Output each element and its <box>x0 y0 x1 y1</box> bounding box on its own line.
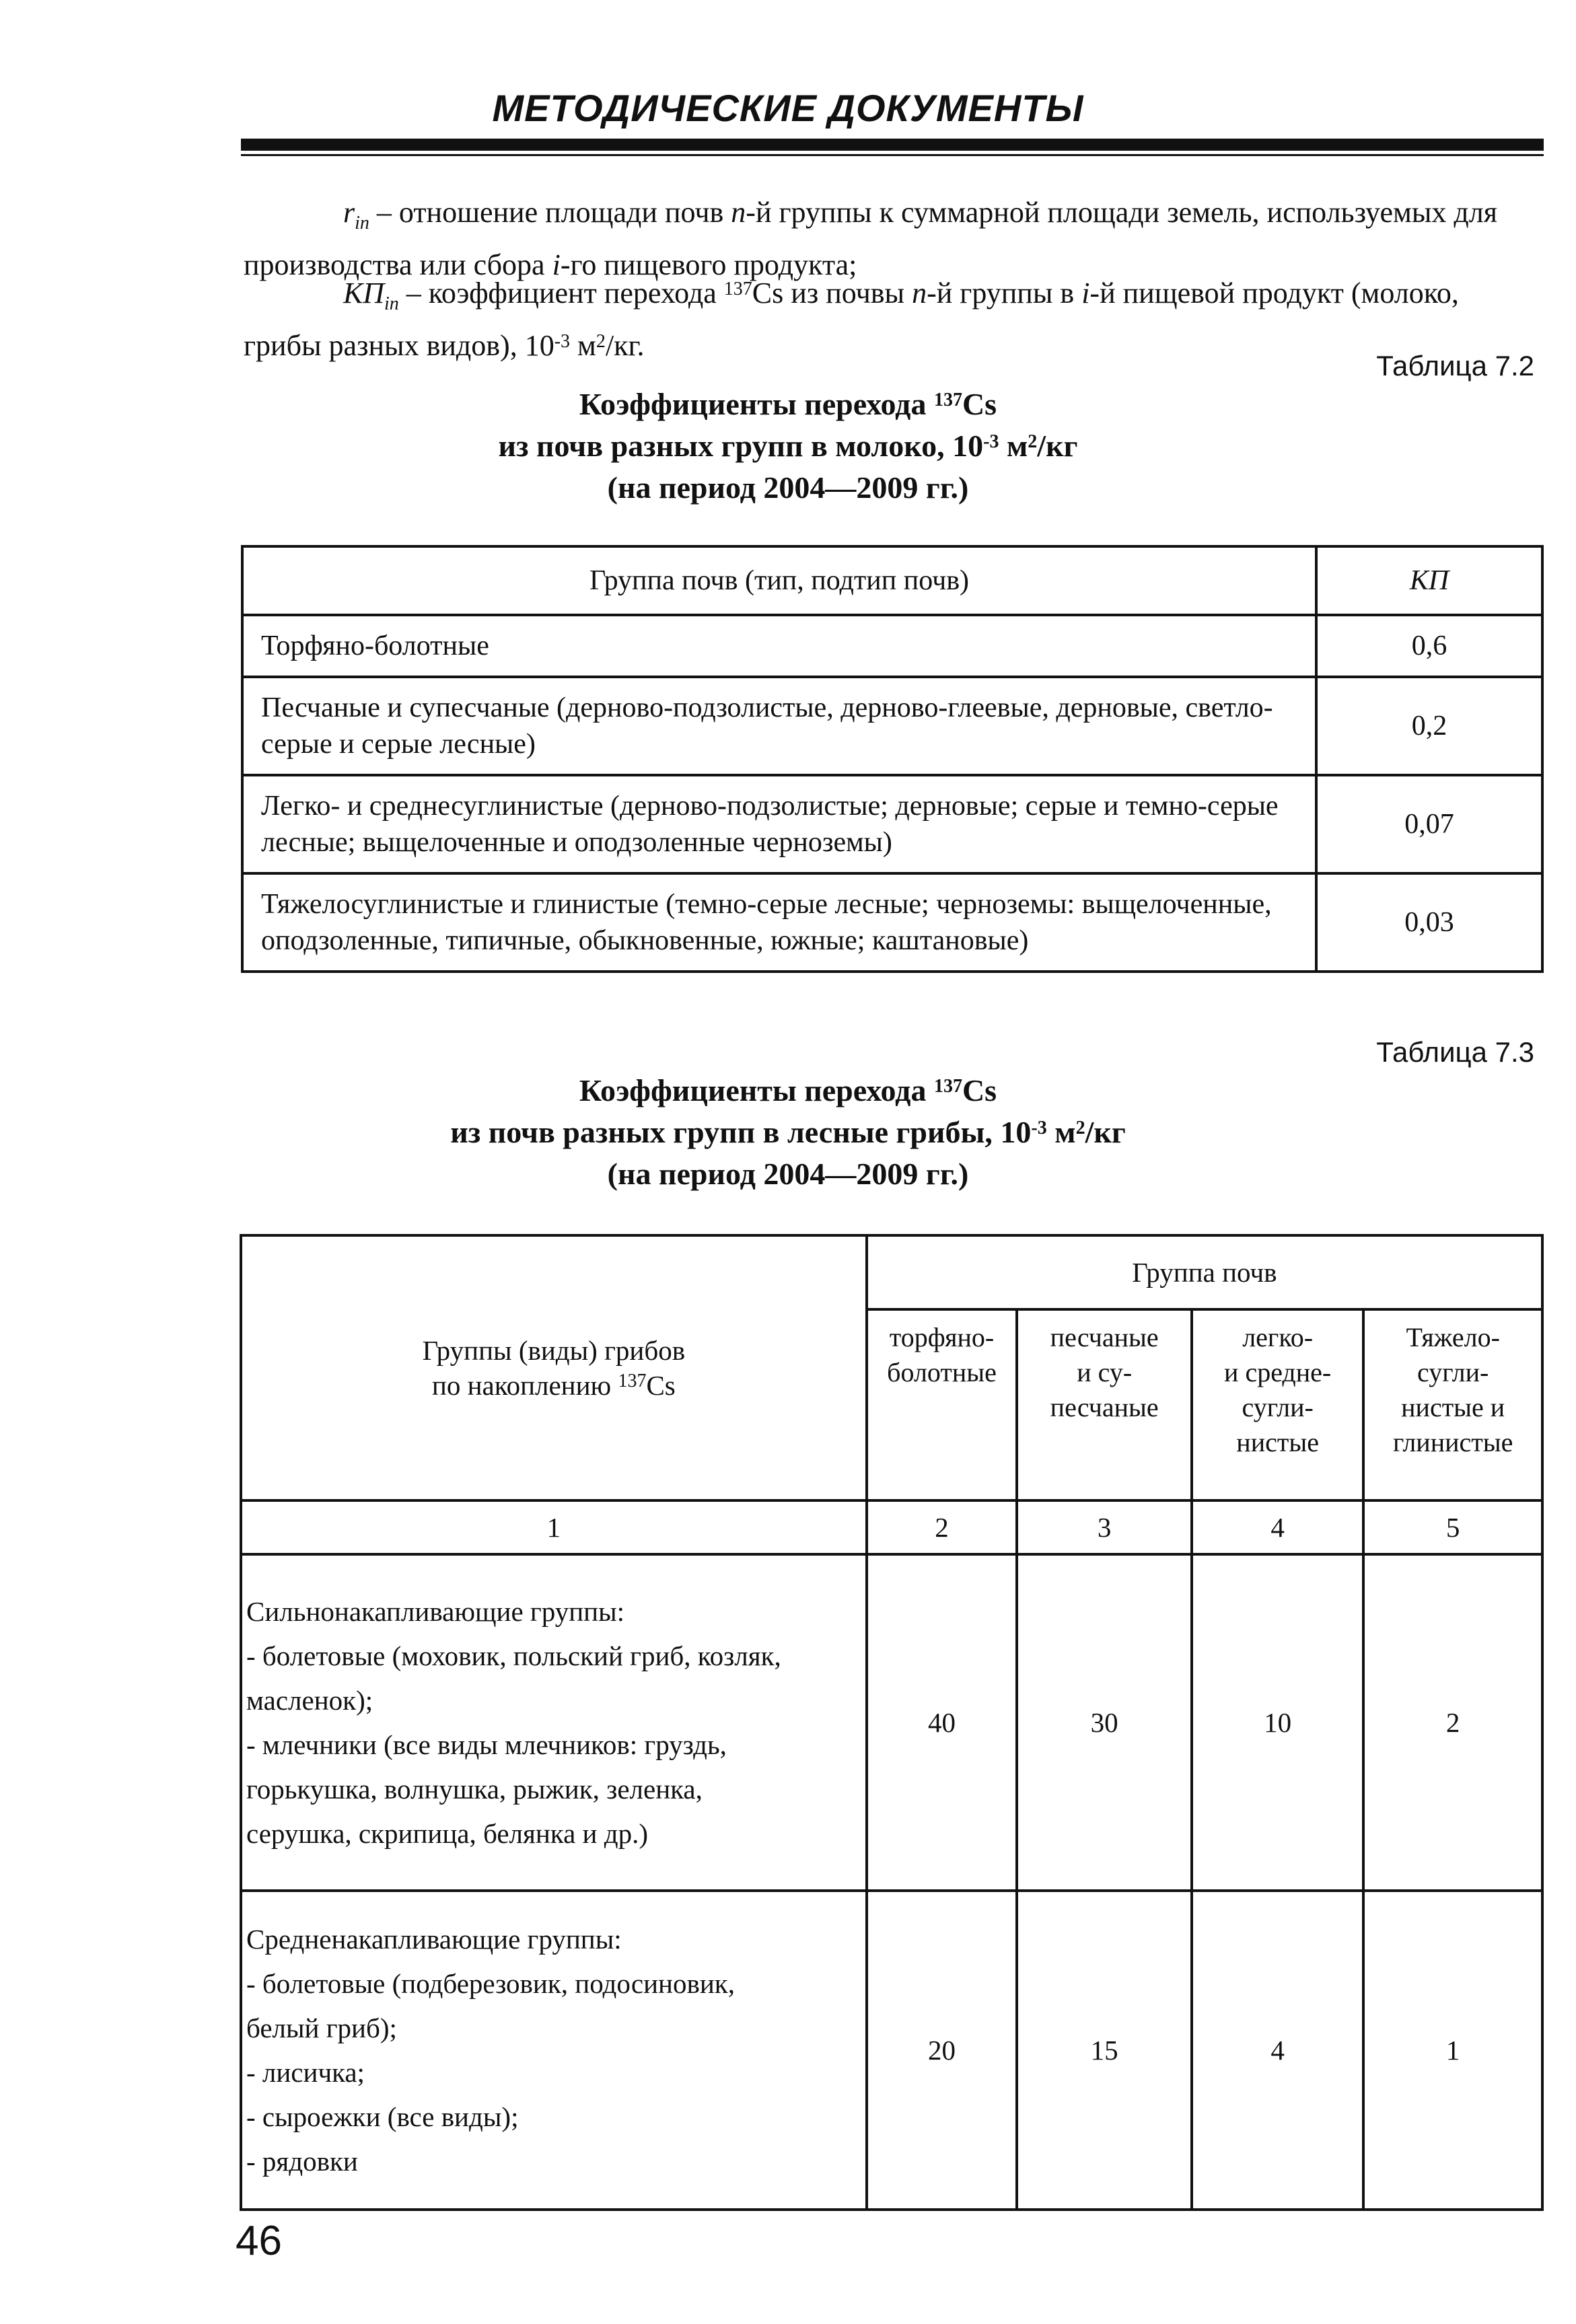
header-thin-rule <box>241 154 1544 156</box>
t72-title2-c: /кг <box>1037 429 1078 463</box>
fungi-line: - болетовые (моховик, польский гриб, козляк, <box>246 1640 781 1671</box>
p2-text5: м <box>570 328 596 362</box>
table-row <box>242 677 1542 775</box>
soil-col-line: нистые и <box>1401 1392 1505 1422</box>
t73-col-number: 4 <box>1192 1500 1363 1554</box>
fungi-line: - сыроежки (все виды); <box>246 2101 519 2132</box>
t73-title2-exp2: 2 <box>1075 1118 1085 1138</box>
table-7-2-caption: Таблица 7.2 <box>1376 350 1534 382</box>
t72-col-group-header: Группа почв (тип, подтип почв) <box>242 546 1316 615</box>
t73-col-number: 3 <box>1017 1500 1192 1554</box>
p2-exp: -3 <box>554 330 571 352</box>
t73-column-number-row <box>241 1500 1542 1554</box>
t73-value-cell: 1 <box>1363 1891 1542 2210</box>
t73-value-cell: 30 <box>1017 1554 1192 1891</box>
t73-title-isotope: 137 <box>933 1076 962 1097</box>
t73-value-cell: 40 <box>867 1554 1017 1891</box>
t72-row-value: 0,2 <box>1316 677 1542 775</box>
t73-title2-b: м <box>1046 1115 1076 1149</box>
fungi-line: серушка, скрипица, белянка и др.) <box>246 1818 648 1849</box>
t73-fungi-header-isotope: 137 <box>618 1371 647 1391</box>
fungi-line: - лисичка; <box>246 2057 365 2088</box>
t73-fungi-header-cs: Cs <box>646 1370 676 1401</box>
t72-row-value: 0,03 <box>1316 873 1542 972</box>
fungi-line: - рядовки <box>246 2146 358 2177</box>
t72-title2-a: из почв разных групп в молоко, 10 <box>498 429 984 463</box>
table-7-2-header-row <box>242 546 1542 615</box>
t72-row-label: Легко- и среднесуглинистые (дерново-подзолистые; дерновые; серые и темно-серые лесные; выщелоченные и оподзоленные черноземы) <box>242 775 1316 873</box>
fungi-line: масленок); <box>246 1685 373 1716</box>
table-row <box>242 615 1542 677</box>
soil-col-line: нистые <box>1236 1427 1319 1457</box>
t72-title-isotope: 137 <box>933 390 962 410</box>
t72-row-label: Тяжелосуглинистые и глинистые (темно-серые лесные; черноземы: выщелоченные, оподзоленные, типичные, обыкновенные, южные; каштановые) <box>242 873 1316 972</box>
t73-soil-col-header <box>1363 1309 1542 1500</box>
p2-isotope: 137 <box>723 279 752 299</box>
table-row <box>242 873 1542 972</box>
t72-title2-exp2: 2 <box>1028 431 1038 452</box>
p2-text4: -й пищевой продукт (молоко, грибы разных видов), 10 <box>244 277 1459 362</box>
running-header-title: МЕТОДИЧЕСКИЕ ДОКУМЕНТЫ <box>492 87 1084 129</box>
table-7-3-title <box>0 1070 1576 1195</box>
t72-title2-b: м <box>999 429 1028 463</box>
t73-col-number: 2 <box>867 1500 1017 1554</box>
t72-title-text-b: Cs <box>962 387 997 421</box>
p2-text3: -й группы в <box>927 277 1082 310</box>
table-7-3-title-line1 <box>0 1070 1576 1112</box>
symbol-kp-subscript: in <box>384 293 399 314</box>
t73-title2-exp: -3 <box>1031 1118 1047 1138</box>
symbol-kp: КП <box>343 277 384 310</box>
soil-col-line: и су- <box>1077 1357 1133 1387</box>
t73-value-cell: 20 <box>867 1891 1017 2210</box>
table-7-3-title-line2 <box>0 1112 1576 1153</box>
p1-text: – отношение площади почв <box>369 196 731 229</box>
table-7-2-title-line2 <box>0 425 1576 467</box>
soil-col-line: сугли- <box>1417 1357 1489 1387</box>
fungi-line: белый гриб); <box>246 2012 397 2043</box>
t73-title-text-a: Коэффициенты перехода <box>579 1073 934 1107</box>
soil-col-line: Тяжело- <box>1406 1322 1500 1352</box>
t73-fungi-header-text: по накоплению <box>431 1370 618 1401</box>
page-number: 46 <box>236 2218 282 2264</box>
symbol-r-subscript: in <box>355 212 369 233</box>
table-7-2-title-line3: (на период 2004—2009 гг.) <box>607 470 969 505</box>
p2-n: n <box>912 277 927 310</box>
t72-row-label: Песчаные и супесчаные (дерново-подзолистые, дерново-глеевые, дерновые, светло-серые и серые лесные) <box>242 677 1316 775</box>
fungi-line: - болетовые (подберезовик, подосиновик, <box>246 1968 735 1999</box>
t73-fungi-group-cell <box>241 1891 867 2210</box>
t72-title2-exp: -3 <box>983 431 999 452</box>
t73-col-number: 5 <box>1363 1500 1542 1554</box>
t73-title-text-b: Cs <box>962 1073 997 1107</box>
table-row <box>241 1554 1542 1891</box>
p1-text2: -й группы к суммарной площади земель, используемых для производства или сбора <box>244 196 1497 281</box>
t72-col-kp-header: КП <box>1316 546 1542 615</box>
soil-col-line: песчаные <box>1050 1322 1159 1352</box>
p1-n: n <box>731 196 746 229</box>
soil-col-line: глинистые <box>1392 1427 1513 1457</box>
t73-value-cell: 15 <box>1017 1891 1192 2210</box>
p2-i: i <box>1081 277 1090 310</box>
fungi-line: горькушка, волнушка, рыжик, зеленка, <box>246 1774 703 1805</box>
p2-text6: /кг. <box>605 328 645 362</box>
header-thick-rule <box>241 139 1544 151</box>
t73-col-number: 1 <box>241 1500 867 1554</box>
t73-col-soil-group-header: Группа почв <box>867 1235 1542 1309</box>
table-7-3-caption: Таблица 7.3 <box>1376 1036 1534 1068</box>
fungi-line: - млечники (все виды млечников: груздь, <box>246 1729 727 1760</box>
soil-col-line: торфяно- <box>889 1322 995 1352</box>
soil-col-line: песчаные <box>1050 1392 1159 1422</box>
t73-soil-col-header <box>867 1309 1017 1500</box>
t73-fungi-header-line2 <box>242 1368 865 1403</box>
p1-i: i <box>552 248 561 281</box>
p2-text: – коэффициент перехода <box>398 277 724 310</box>
table-7-2-title <box>0 384 1576 509</box>
table-7-3 <box>240 1234 1544 2211</box>
p2-exp2: 2 <box>596 330 606 352</box>
t72-title-text-a: Коэффициенты перехода <box>579 387 934 421</box>
t72-row-value: 0,6 <box>1316 615 1542 677</box>
t73-title2-a: из почв разных групп в лесные грибы, 10 <box>450 1115 1032 1149</box>
t73-col-fungi-header <box>241 1235 867 1500</box>
table-7-2 <box>241 545 1544 973</box>
soil-col-line: легко- <box>1242 1322 1314 1352</box>
soil-col-line: болотные <box>887 1357 997 1387</box>
t73-title2-c: /кг <box>1085 1115 1126 1149</box>
t72-row-label: Торфяно-болотные <box>242 615 1316 677</box>
t73-soil-col-header <box>1017 1309 1192 1500</box>
t73-header-row-1 <box>241 1235 1542 1309</box>
p2-text2: Cs из почвы <box>752 277 912 310</box>
table-row <box>242 775 1542 873</box>
definition-r-in <box>244 192 1544 286</box>
symbol-r: r <box>343 196 355 229</box>
t73-value-cell: 4 <box>1192 1891 1363 2210</box>
table-7-3-title-line3: (на период 2004—2009 гг.) <box>607 1157 969 1191</box>
t73-soil-col-header <box>1192 1309 1363 1500</box>
t73-fungi-header-line1: Группы (виды) грибов <box>422 1335 686 1366</box>
fungi-line: Средненакапливающие группы: <box>246 1924 622 1955</box>
soil-col-line: сугли- <box>1242 1392 1314 1422</box>
t73-fungi-group-cell <box>241 1554 867 1891</box>
soil-col-line: и средне- <box>1224 1357 1332 1387</box>
table-row <box>241 1891 1542 2210</box>
definition-kp-in <box>244 273 1544 367</box>
t72-row-value: 0,07 <box>1316 775 1542 873</box>
p1-text3: -го пищевого продукта; <box>560 248 857 281</box>
fungi-line: Сильнонакапливающие группы: <box>246 1596 625 1627</box>
t73-value-cell: 2 <box>1363 1554 1542 1891</box>
t73-value-cell: 10 <box>1192 1554 1363 1891</box>
table-7-2-title-line1 <box>0 384 1576 425</box>
